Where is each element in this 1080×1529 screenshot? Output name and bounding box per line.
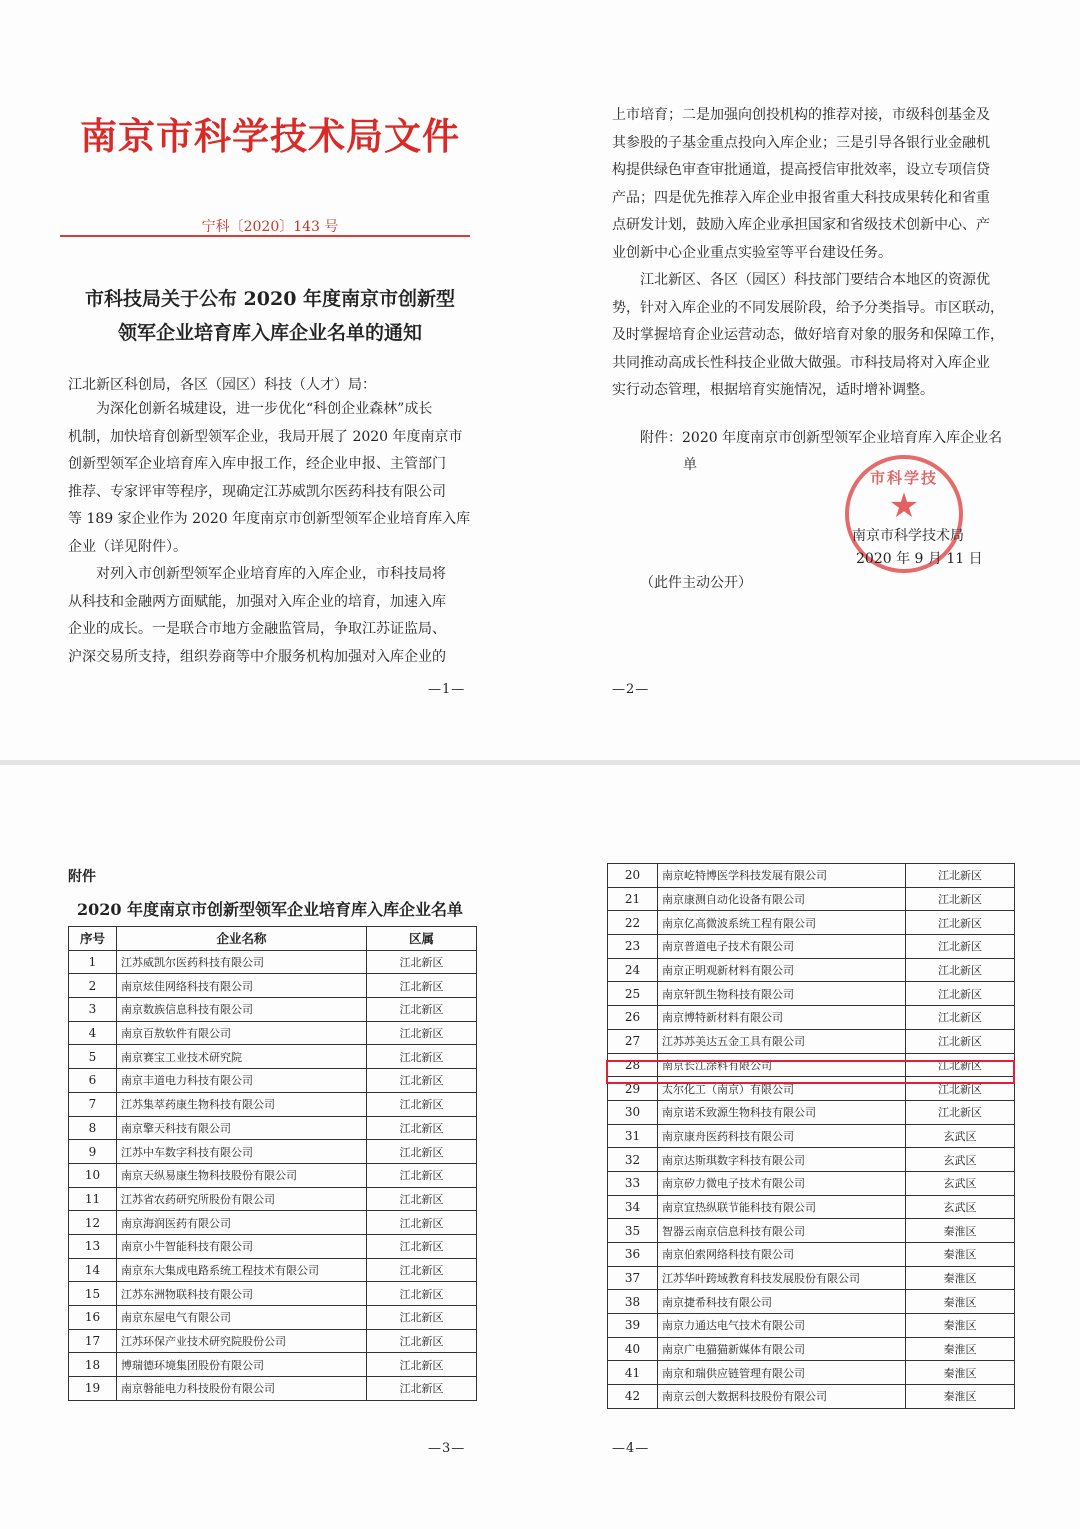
title-line: 市科技局关于公布 2020 年度南京市创新型 (84, 288, 456, 310)
table-row (608, 1171, 1015, 1195)
company-name: 南京亿高微波系统工程有限公司 (658, 911, 906, 935)
body-line: 创新型领军企业培育库入库申报工作，经企业申报、主管部门 (68, 456, 446, 472)
district: 江北新区 (367, 950, 477, 974)
table-row (69, 1353, 477, 1377)
body-line: 机制，加快培育创新型领军企业，我局开展了 2020 年度南京市 (68, 429, 463, 445)
body-line: 企业（详见附件）。 (68, 539, 187, 555)
body-line: 业创新中心企业重点实验室等平台建设任务。 (612, 245, 892, 261)
row-number: 7 (69, 1092, 117, 1116)
district: 江北新区 (367, 1021, 477, 1045)
district: 江北新区 (906, 1077, 1015, 1101)
row-number: 13 (69, 1234, 117, 1258)
table-row (69, 1069, 477, 1093)
body-line: 企业的成长。一是联合市地方金融监管局，争取江苏证监局、 (68, 621, 446, 637)
district: 江北新区 (367, 1306, 477, 1330)
signature-org: 南京市科学技术局 (852, 528, 964, 544)
company-name: 南京普道电子技术有限公司 (658, 935, 906, 959)
company-name: 南京和瑞供应链管理有限公司 (658, 1361, 906, 1385)
body-line: 势，针对入库企业的不同发展阶段，给予分类指导。市区联动， (612, 300, 1004, 316)
company-name: 江苏华叶跨域教育科技发展股份有限公司 (658, 1266, 906, 1290)
row-number: 42 (608, 1385, 658, 1409)
row-number: 35 (608, 1219, 658, 1243)
district: 秦淮区 (906, 1337, 1015, 1361)
body-line: 实行动态管理，根据培育实施情况，适时增补调整。 (612, 382, 934, 398)
company-name: 南京宜热纵联节能科技有限公司 (658, 1195, 906, 1219)
company-name: 江苏省农药研究所股份有限公司 (117, 1187, 367, 1211)
table-row (69, 1021, 477, 1045)
row-number: 18 (69, 1353, 117, 1377)
public-note: （此件主动公开） (640, 575, 752, 591)
company-name: 南京磐能电力科技股份有限公司 (117, 1377, 367, 1401)
row-number: 26 (608, 1006, 658, 1030)
row-number: 14 (69, 1258, 117, 1282)
table-row (608, 1314, 1015, 1338)
row-number: 23 (608, 935, 658, 959)
district: 秦淮区 (906, 1361, 1015, 1385)
company-name: 南京东大集成电路系统工程技术有限公司 (117, 1258, 367, 1282)
table-row (69, 1329, 477, 1353)
district: 江北新区 (367, 1092, 477, 1116)
district: 玄武区 (906, 1195, 1015, 1219)
district: 江北新区 (906, 911, 1015, 935)
district: 江北新区 (906, 1006, 1015, 1030)
enterprise-table-part-2 (607, 863, 1015, 1409)
attachment-label: 附件 (68, 869, 96, 885)
header-no: 序号 (69, 927, 117, 951)
company-name: 博瑞德环境集团股份有限公司 (117, 1353, 367, 1377)
table-row (69, 998, 477, 1022)
company-name: 南京博特新材料有限公司 (658, 1006, 906, 1030)
body-line: 其参股的子基金重点投向入库企业；三是引导各银行业金融机 (612, 135, 990, 151)
company-name: 南京诺禾致源生物科技有限公司 (658, 1100, 906, 1124)
table-row (608, 1361, 1015, 1385)
row-number: 25 (608, 982, 658, 1006)
attachment-line: 单 (683, 457, 697, 473)
table-row (608, 1124, 1015, 1148)
district: 江北新区 (906, 1100, 1015, 1124)
highlight-box (606, 1060, 1015, 1084)
page-number: —2— (612, 682, 650, 697)
table-row (608, 1195, 1015, 1219)
row-number: 39 (608, 1314, 658, 1338)
district: 江北新区 (367, 1329, 477, 1353)
enterprise-table-part-1 (68, 926, 477, 1401)
table-row (608, 1290, 1015, 1314)
district: 江北新区 (367, 1377, 477, 1401)
table-row (608, 1219, 1015, 1243)
district: 秦淮区 (906, 1243, 1015, 1267)
row-number: 34 (608, 1195, 658, 1219)
header-name: 企业名称 (117, 927, 367, 951)
row-number: 19 (69, 1377, 117, 1401)
company-name: 南京正明观新材料有限公司 (658, 958, 906, 982)
table-row (69, 974, 477, 998)
row-number: 2 (69, 974, 117, 998)
page-number: —4— (612, 1441, 650, 1456)
row-number: 1 (69, 950, 117, 974)
body-line: 从科技和金融两方面赋能，加强对入库企业的培育，加速入库 (68, 594, 446, 610)
body-line: 对列入市创新型领军企业培育库的入库企业，市科技局将 (96, 566, 446, 582)
table-row (608, 958, 1015, 982)
district: 江北新区 (906, 958, 1015, 982)
table-row (608, 982, 1015, 1006)
row-number: 40 (608, 1337, 658, 1361)
seal-text: 市科学技 (869, 469, 938, 487)
body-line: 共同推动高成长性科技企业做大做强。市科技局将对入库企业 (612, 355, 990, 371)
table-row (608, 1337, 1015, 1361)
body-line: 等 189 家企业作为 2020 年度南京市创新型领军企业培育库入库 (68, 511, 471, 527)
table-row (69, 1234, 477, 1258)
company-name: 南京达斯琪数字科技有限公司 (658, 1148, 906, 1172)
company-name: 南京东屋电气有限公司 (117, 1306, 367, 1330)
district: 江北新区 (906, 1029, 1015, 1053)
row-number: 28 (608, 1053, 658, 1077)
company-name: 江苏苏美达五金工具有限公司 (658, 1029, 906, 1053)
district: 江北新区 (367, 1069, 477, 1093)
district: 江北新区 (367, 1140, 477, 1164)
row-number: 36 (608, 1243, 658, 1267)
row-number: 30 (608, 1100, 658, 1124)
attachment-title: 2020 年度南京市创新型领军企业培育库入库企业名单 (76, 900, 464, 919)
district: 秦淮区 (906, 1290, 1015, 1314)
row-number: 20 (608, 864, 658, 888)
company-name: 江苏威凯尔医药科技有限公司 (117, 950, 367, 974)
row-number: 12 (69, 1211, 117, 1235)
table-row (69, 950, 477, 974)
document-number: 宁科〔2020〕143 号 (201, 219, 339, 235)
table-row (69, 1045, 477, 1069)
company-name: 南京丰道电力科技有限公司 (117, 1069, 367, 1093)
row-number: 16 (69, 1306, 117, 1330)
company-name: 南京广电猫猫新媒体有限公司 (658, 1337, 906, 1361)
body-line: 为深化创新名城建设，进一步优化“科创企业森林”成长 (96, 401, 433, 417)
document-header: 南京市科学技术局文件 (80, 114, 460, 158)
table-row (608, 911, 1015, 935)
table-row (69, 1282, 477, 1306)
row-number: 27 (608, 1029, 658, 1053)
district: 江北新区 (367, 1353, 477, 1377)
row-number: 38 (608, 1290, 658, 1314)
district: 玄武区 (906, 1124, 1015, 1148)
table-row (69, 1116, 477, 1140)
row-number: 4 (69, 1021, 117, 1045)
company-name: 南京擎天科技有限公司 (117, 1116, 367, 1140)
table-row (608, 887, 1015, 911)
company-name: 南京矽力微电子技术有限公司 (658, 1171, 906, 1195)
company-name: 江苏东洲物联科技有限公司 (117, 1282, 367, 1306)
company-name: 江苏中车数字科技有限公司 (117, 1140, 367, 1164)
row-number: 24 (608, 958, 658, 982)
district: 玄武区 (906, 1171, 1015, 1195)
company-name: 南京海润医药有限公司 (117, 1211, 367, 1235)
table-row (608, 1385, 1015, 1409)
district: 江北新区 (367, 1282, 477, 1306)
body-line: 及时掌握培育企业运营动态，做好培育对象的服务和保障工作， (612, 327, 1004, 343)
company-name: 太尔化工（南京）有限公司 (658, 1077, 906, 1101)
body-line: 上市培育；二是加强向创投机构的推荐对接，市级科创基金及 (612, 107, 990, 123)
company-name: 南京炫佳网络科技有限公司 (117, 974, 367, 998)
company-name: 南京百敖软件有限公司 (117, 1021, 367, 1045)
body-line: 产品；四是优先推荐入库企业申报省重大科技成果转化和省重 (612, 190, 990, 206)
row-number: 17 (69, 1329, 117, 1353)
company-name: 南京长江涂料有限公司 (658, 1053, 906, 1077)
table-row (69, 1163, 477, 1187)
district: 江北新区 (906, 1053, 1015, 1077)
table-row (608, 1006, 1015, 1030)
table-row (608, 1266, 1015, 1290)
district: 江北新区 (367, 974, 477, 998)
district: 江北新区 (367, 1163, 477, 1187)
signature-date: 2020 年 9 月 11 日 (856, 551, 983, 567)
body-line: 构提供绿色审查审批通道，提高授信审批效率，设立专项信贷 (612, 162, 990, 178)
district: 江北新区 (367, 1234, 477, 1258)
row-number: 41 (608, 1361, 658, 1385)
attachment-line: 附件：2020 年度南京市创新型领军企业培育库入库企业名 (640, 430, 1003, 446)
row-number: 8 (69, 1116, 117, 1140)
company-name: 南京天纵易康生物科技股份有限公司 (117, 1163, 367, 1187)
company-name: 南京屹特博医学科技发展有限公司 (658, 864, 906, 888)
header-district: 区属 (367, 927, 477, 951)
row-number: 31 (608, 1124, 658, 1148)
table-row (69, 1092, 477, 1116)
company-name: 南京力通达电气技术有限公司 (658, 1314, 906, 1338)
district: 江北新区 (367, 1116, 477, 1140)
company-name: 江苏集萃药康生物科技有限公司 (117, 1092, 367, 1116)
table-row (608, 864, 1015, 888)
company-name: 南京云创大数据科技股份有限公司 (658, 1385, 906, 1409)
district: 江北新区 (367, 1211, 477, 1235)
page-number: —1— (428, 682, 466, 697)
district: 秦淮区 (906, 1385, 1015, 1409)
row-number: 33 (608, 1171, 658, 1195)
row-number: 6 (69, 1069, 117, 1093)
company-name: 南京捷希科技有限公司 (658, 1290, 906, 1314)
table-row (69, 1187, 477, 1211)
table-header-row (69, 927, 477, 951)
body-line: 沪深交易所支持，组织券商等中介服务机构加强对入库企业的 (68, 649, 446, 665)
district: 江北新区 (367, 998, 477, 1022)
table-row (608, 1029, 1015, 1053)
district: 江北新区 (367, 1258, 477, 1282)
row-number: 11 (69, 1187, 117, 1211)
district: 秦淮区 (906, 1266, 1015, 1290)
company-name: 南京康测自动化设备有限公司 (658, 887, 906, 911)
company-name: 南京康舟医药科技有限公司 (658, 1124, 906, 1148)
addressee: 江北新区科创局，各区（园区）科技（人才）局： (68, 377, 376, 393)
row-number: 9 (69, 1140, 117, 1164)
title-line: 领军企业培育库入库企业名单的通知 (117, 322, 422, 344)
district: 江北新区 (367, 1187, 477, 1211)
company-name: 南京数族信息科技有限公司 (117, 998, 367, 1022)
row-number: 29 (608, 1077, 658, 1101)
row-number: 3 (69, 998, 117, 1022)
company-name: 南京轩凯生物科技有限公司 (658, 982, 906, 1006)
row-number: 22 (608, 911, 658, 935)
row-number: 10 (69, 1163, 117, 1187)
table-row (608, 1243, 1015, 1267)
table-row (608, 935, 1015, 959)
district: 江北新区 (906, 887, 1015, 911)
body-line: 推荐、专家评审等程序，现确定江苏威凯尔医药科技有限公司 (68, 484, 446, 500)
company-name: 智器云南京信息科技有限公司 (658, 1219, 906, 1243)
table-row (69, 1258, 477, 1282)
red-divider (60, 235, 470, 237)
row-number: 37 (608, 1266, 658, 1290)
table-row (608, 1100, 1015, 1124)
district: 江北新区 (906, 864, 1015, 888)
table-row (69, 1211, 477, 1235)
district: 玄武区 (906, 1148, 1015, 1172)
body-line: 点研发计划，鼓励入库企业承担国家和省级技术创新中心、产 (612, 217, 990, 233)
district: 秦淮区 (906, 1219, 1015, 1243)
district: 江北新区 (367, 1045, 477, 1069)
body-line: 江北新区、各区（园区）科技部门要结合本地区的资源优 (640, 272, 990, 288)
district: 江北新区 (906, 982, 1015, 1006)
company-name: 江苏环保产业技术研究院股份公司 (117, 1329, 367, 1353)
row-number: 21 (608, 887, 658, 911)
district: 秦淮区 (906, 1314, 1015, 1338)
company-name: 南京赛宝工业技术研究院 (117, 1045, 367, 1069)
page-number: —3— (428, 1441, 466, 1456)
document-title (40, 282, 500, 350)
table-row (69, 1306, 477, 1330)
district: 江北新区 (906, 935, 1015, 959)
row-number: 32 (608, 1148, 658, 1172)
company-name: 南京小牛智能科技有限公司 (117, 1234, 367, 1258)
row-number: 15 (69, 1282, 117, 1306)
company-name: 南京伯索网络科技有限公司 (658, 1243, 906, 1267)
table-row (69, 1140, 477, 1164)
table-row (608, 1148, 1015, 1172)
table-row (69, 1377, 477, 1401)
seal-star-icon: ★ (888, 486, 920, 526)
row-number: 5 (69, 1045, 117, 1069)
